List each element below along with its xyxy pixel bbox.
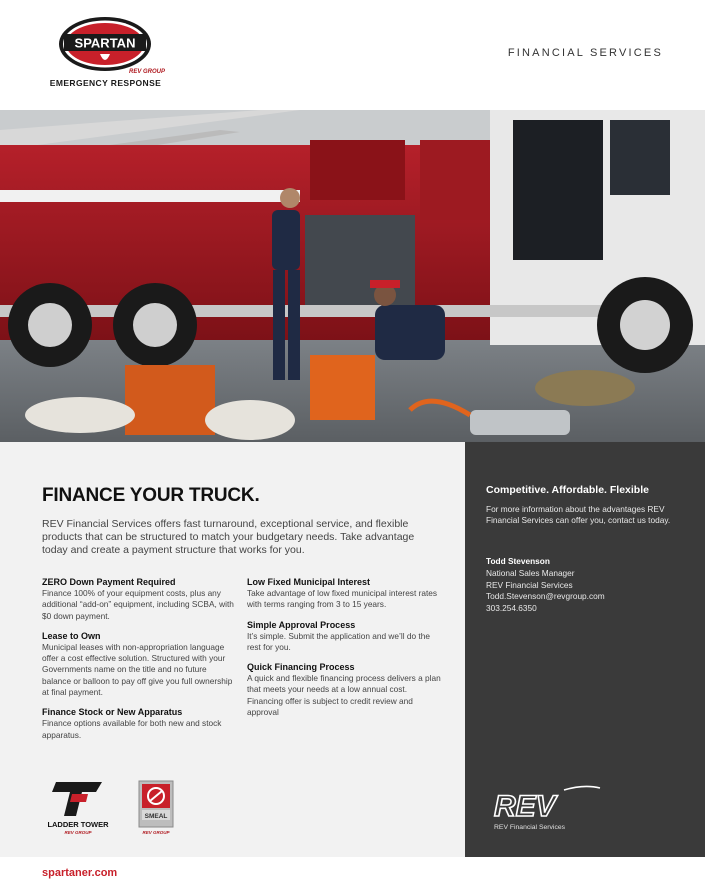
brand-subtitle: EMERGENCY RESPONSE (49, 78, 162, 88)
feature-title: Finance Stock or New Apparatus (42, 707, 183, 718)
feature-body: Take advantage of low fixed municipal interest rates with terms ranging from 3 to 15 years. (247, 588, 438, 610)
ladder-tower-group: REV GROUP (64, 830, 92, 835)
contact-title: National Sales Manager (486, 567, 575, 578)
spartan-emblem-icon (56, 14, 154, 76)
feature-item (247, 577, 443, 611)
feature-title: ZERO Down Payment Required (42, 577, 176, 587)
feature-item (42, 577, 238, 622)
spartan-logo[interactable] (38, 14, 173, 94)
intro-paragraph: REV Financial Services offers fast turnaround, exceptional service, and flexible products that can be structured to match your budgetary needs. Take advantage today and create a payment structure that works for you. (42, 518, 415, 556)
page-footer (0, 857, 705, 889)
feature-title: Low Fixed Municipal Interest (247, 577, 371, 587)
rev-caption: REV Financial Services (494, 824, 566, 831)
sidebar-info: For more information about the advantages REV Financial Services can offer you, contact us today. (486, 504, 671, 526)
fire-truck-photo-icon (0, 110, 705, 442)
contact-company: REV Financial Services (486, 579, 573, 590)
brand-group: REV GROUP (128, 69, 165, 75)
feature-body: A quick and flexible financing process delivers a plan that meets your needs at a low annual cost. Financing offer is subject to credit review and approval (247, 673, 441, 718)
smeal-group: REV GROUP (142, 830, 170, 835)
sidebar-tagline: Competitive. Affordable. Flexible (486, 484, 649, 496)
feature-body: Finance options available for both new and stock apparatus. (42, 718, 222, 740)
feature-title: Simple Approval Process (247, 619, 356, 630)
partner-logos (42, 780, 242, 840)
section-label: FINANCIAL SERVICES (507, 47, 663, 59)
brand-name: SPARTAN (74, 35, 136, 51)
hero-photo (0, 110, 705, 442)
smeal-label: SMEAL (144, 813, 168, 820)
features-right-column (247, 577, 443, 727)
website-link[interactable]: spartaner.com (42, 867, 118, 879)
page-title: FINANCE YOUR TRUCK. (42, 485, 260, 506)
contact-phone[interactable]: 303.254.6350 (486, 603, 537, 614)
feature-body: Municipal leases with non-appropriation language offer a cost effective solution. Structured with your Governments name on the title and no future balance or balloon to pay off give you full ownership at final payment. (42, 641, 233, 698)
smeal-icon (138, 780, 174, 828)
feature-item (247, 620, 443, 654)
svg-text:REV: REV (494, 790, 556, 823)
contact-sidebar (465, 442, 705, 857)
feature-item (247, 662, 443, 718)
feature-item (42, 707, 238, 741)
features-left-column (42, 577, 238, 750)
feature-body: It’s simple. Submit the application and we’ll do the rest for you. (247, 630, 430, 652)
main-content (0, 442, 465, 857)
ladder-tower-label: LADDER TOWER (47, 820, 109, 829)
contact-card (486, 556, 696, 615)
feature-item (42, 631, 238, 698)
contact-email[interactable]: Todd.Stevenson@revgroup.com (486, 591, 605, 602)
contact-name: Todd Stevenson (486, 556, 550, 566)
ladder-tower-icon (42, 780, 114, 820)
page-header (0, 0, 705, 110)
feature-body: Finance 100% of your equipment costs, plus any additional “add-on” equipment, including SCBA, with $0 down payment. (42, 588, 234, 621)
feature-title: Quick Financing Process (247, 662, 355, 673)
feature-title: Lease to Own (42, 630, 101, 641)
